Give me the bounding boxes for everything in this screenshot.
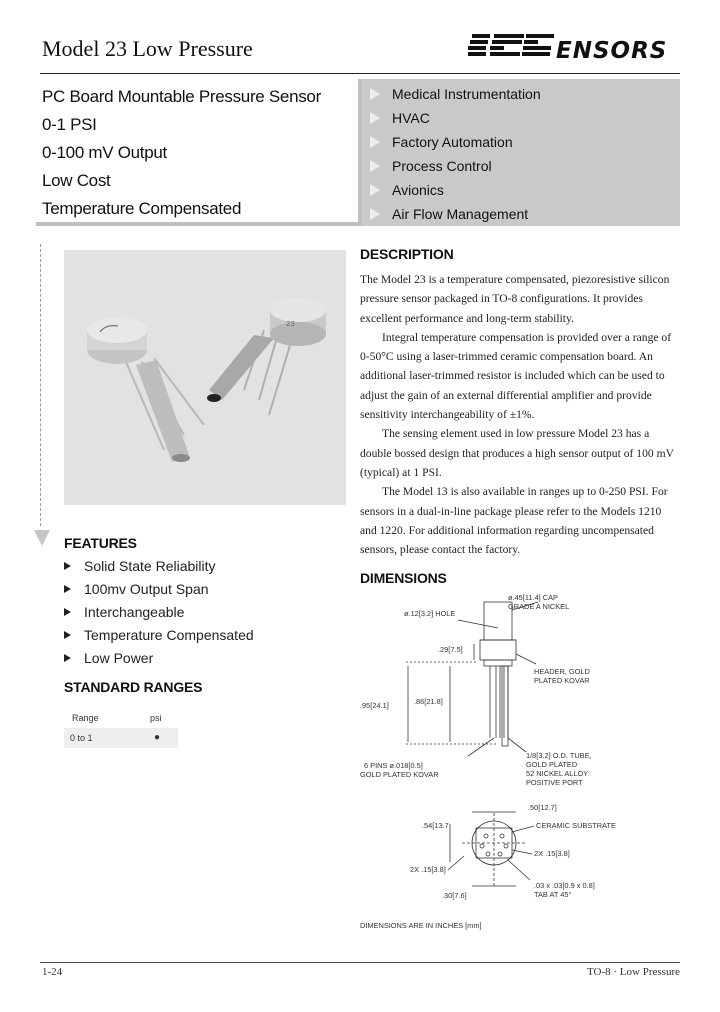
dotted-guide-line: [40, 244, 41, 526]
application-label: HVAC: [392, 110, 430, 126]
arrow-right-icon: [64, 631, 71, 639]
dim-label: .30[7.6]: [442, 891, 467, 900]
application-label: Factory Automation: [392, 134, 513, 150]
description-body: [360, 270, 680, 559]
range-column-header: Range: [72, 713, 99, 723]
dim-label: GOLD PLATED: [526, 760, 578, 769]
dim-label: 2X .15[3.8]: [410, 865, 446, 874]
application-item: [370, 182, 444, 198]
key-feature: Temperature Compensated: [42, 199, 242, 218]
application-label: Air Flow Management: [392, 206, 529, 222]
dimension-drawing: [358, 588, 680, 934]
key-feature: PC Board Mountable Pressure Sensor: [42, 87, 321, 106]
description-paragraph: The Model 23 is a temperature compensated, piezoresistive silicon pressure sensor packaged in TO-8 configurations. It provides excellent performance and long-term stability.: [360, 273, 670, 325]
dim-label: ø.45[11.4] CAP: [508, 593, 558, 602]
dim-label: .86[21.8]: [414, 697, 443, 706]
footer-section: TO-8 · Low Pressure: [587, 966, 680, 978]
table-row: [64, 728, 178, 748]
dim-label: TAB AT 45°: [534, 890, 572, 899]
range-value: 0 to 1: [70, 733, 93, 743]
arrow-right-icon: [370, 208, 380, 220]
dimensions-units-note: DIMENSIONS ARE IN INCHES [mm]: [360, 921, 482, 930]
application-label: Medical Instrumentation: [392, 86, 541, 102]
dim-label: HEADER, GOLD: [534, 667, 590, 676]
application-item: [370, 134, 513, 150]
feature-item: [64, 604, 184, 620]
arrow-right-icon: [370, 136, 380, 148]
key-feature: 0-100 mV Output: [42, 143, 167, 162]
svg-text:23: 23: [286, 320, 295, 328]
dim-label: PLATED KOVAR: [534, 676, 590, 685]
arrow-right-icon: [64, 608, 71, 616]
page-title: Model 23 Low Pressure: [42, 36, 253, 61]
dim-label: .03 x .03[0.9 x 0.8]: [534, 881, 595, 890]
arrow-right-icon: [370, 112, 380, 124]
application-item: [370, 110, 430, 126]
feature-item: [64, 650, 153, 666]
arrow-right-icon: [370, 184, 380, 196]
feature-label: Solid State Reliability: [84, 558, 216, 574]
feature-label: Low Power: [84, 650, 154, 666]
dim-label: CERAMIC SUBSTRATE: [536, 821, 616, 830]
feature-item: [64, 581, 209, 597]
dim-label: 6 PINS ø.018[0.5]: [364, 761, 423, 770]
footer-rule: [40, 962, 680, 963]
arrow-right-icon: [370, 160, 380, 172]
key-features-panel: [36, 79, 362, 226]
standard-ranges-heading: STANDARD RANGES: [64, 679, 203, 695]
feature-label: 100mv Output Span: [84, 581, 209, 597]
key-feature: Low Cost: [42, 171, 111, 190]
dim-label: 2X .15[3.8]: [534, 849, 570, 858]
application-item: [370, 86, 541, 102]
application-item: [370, 158, 492, 174]
arrow-down-icon: [34, 530, 50, 546]
arrow-right-icon: [370, 88, 380, 100]
applications-panel: [362, 79, 680, 226]
dimensions-heading: DIMENSIONS: [360, 570, 447, 586]
description-paragraph: The Model 13 is also available in ranges up to 0-250 PSI. For sensors in a dual-in-line package please refer to the Models 1210 and 1220. For additional information regarding uncompensated sensors, please contact the factory.: [360, 485, 668, 557]
feature-item: [64, 558, 216, 574]
feature-label: Interchangeable: [84, 604, 185, 620]
dim-label: .54[13.7: [422, 821, 449, 830]
application-label: Avionics: [392, 182, 444, 198]
page-number: 1-24: [42, 966, 63, 978]
psi-column-header: psi: [150, 713, 162, 723]
application-label: Process Control: [392, 158, 492, 174]
dim-label: .50[12.7]: [528, 803, 557, 812]
key-feature: 0-1 PSI: [42, 115, 97, 134]
dim-label: 52 NICKEL ALLOY: [526, 769, 589, 778]
dim-label: GRADE A NICKEL: [508, 602, 570, 611]
header-rule: [40, 73, 680, 74]
dim-label: .29[7.5]: [438, 645, 463, 654]
icsensors-logo: [468, 28, 680, 68]
dim-label: POSITIVE PORT: [526, 778, 583, 787]
description-paragraph: Integral temperature compensation is provided over a range of 0-50°C using a laser-trimmed ceramic compensation board. An additional laser-trimmed resistor is included which can be used to adjust the gain of an external differential amplifier and provide sensitivity interchangeability of ±1%.: [360, 330, 672, 422]
feature-label: Temperature Compensated: [84, 627, 254, 643]
svg-text:ENSORS: ENSORS: [556, 38, 668, 64]
description-heading: DESCRIPTION: [360, 246, 454, 262]
psi-marker: ●: [154, 732, 161, 743]
dim-label: .95[24.1]: [360, 701, 389, 710]
feature-item: [64, 627, 254, 643]
dim-label: GOLD PLATED KOVAR: [360, 770, 439, 779]
arrow-right-icon: [64, 562, 71, 570]
features-heading: FEATURES: [64, 535, 137, 551]
application-item: [370, 206, 528, 222]
arrow-right-icon: [64, 585, 71, 593]
description-paragraph: The sensing element used in low pressure Model 23 has a double bossed design that produces a high sensor output of 100 mV (typical) at 1 PSI.: [360, 427, 674, 479]
dim-label: ø.12[3.2] HOLE: [404, 609, 456, 618]
product-photo: [64, 250, 346, 505]
dim-label: 1/8[3.2] O.D. TUBE,: [526, 751, 592, 760]
arrow-right-icon: [64, 654, 71, 662]
